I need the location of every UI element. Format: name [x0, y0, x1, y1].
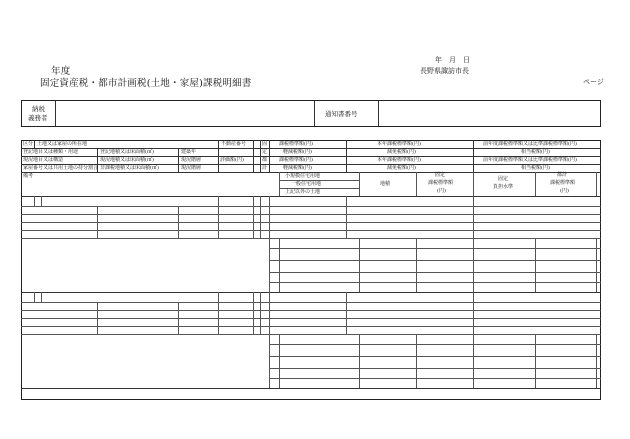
hdr-current-floor-2: 現況階層 [181, 165, 202, 171]
hdr-r4-c1: 軽減税額(円) [283, 165, 312, 171]
col-fixed-std-2: 課税標準額 [428, 180, 454, 186]
hdr-current-type: 現況地目又は構造 [23, 157, 64, 163]
detail-table [21, 140, 601, 400]
hdr-kubun-char-3: 都 [262, 157, 268, 163]
col-city-std-2: 課税標準額 [550, 180, 576, 186]
land-type-general-residential: 一般住宅用地 [291, 181, 322, 187]
col-area: 地積 [380, 181, 391, 187]
hdr-kubun: 区分 [23, 141, 34, 147]
hdr-reg-type: 登記地目又は種類・用途 [23, 149, 79, 155]
hdr-current-area: 現況地積又は床面積(㎡) [100, 157, 154, 163]
page-number-label: ページ [583, 78, 604, 86]
hdr-current-floor: 現況階層 [181, 157, 202, 163]
col-city-std-3: (円) [560, 188, 569, 194]
col-fixed-std-3: (円) [437, 188, 446, 194]
hdr-kubun-char-1: 固 [262, 141, 268, 147]
notice-number-label: 通知書番号 [325, 110, 358, 118]
hdr-r1-c2: 本年課税標準額(円) [377, 141, 421, 147]
page-title: 固定資産税・都市計画税(土地・家屋)課税明細書 [40, 78, 252, 89]
land-type-other: 上記以外の土地 [285, 189, 321, 195]
remarks-label: 備考 [23, 173, 34, 179]
issuer-name: 長野県諏訪市長 [420, 67, 469, 75]
hdr-r3-c1: 課税標準額(円) [279, 157, 313, 163]
col-fixed-burden-2: 負担水準 [493, 184, 514, 190]
taxpayer-box [21, 100, 601, 127]
hdr-built-year: 建築年 [181, 149, 197, 155]
hdr-r1-c3: 前年度課税標準額又は比準課税標準額(円) [483, 141, 577, 147]
hdr-r2-c1: 軽減税額(円) [283, 149, 312, 155]
hdr-r2-c3: 相当税額(円) [521, 149, 550, 155]
issue-date: 年 月 日 [435, 56, 470, 64]
hdr-r4-c3: 相当税額(円) [521, 165, 550, 171]
hdr-valuation: 評価額(円) [220, 157, 244, 163]
taxpayer-label-2: 義務者 [28, 114, 48, 122]
taxpayer-label-1: 納税 [32, 105, 45, 113]
hdr-kubun-char-4: 計 [262, 165, 268, 171]
land-type-small-residential: 小規模住宅用地 [285, 173, 321, 179]
hdr-r3-c2: 本年課税標準額(円) [377, 157, 421, 163]
hdr-location: 土地又は家屋の所在地 [37, 141, 88, 147]
hdr-nontax-area: 非課税地積又は床面積(㎡) [100, 165, 159, 171]
hdr-property-code: 不動産番号 [221, 141, 247, 147]
hdr-r3-c3: 前年度課税標準額又は比準課税標準額(円) [483, 157, 577, 163]
hdr-r1-c1: 課税標準額(円) [279, 141, 313, 147]
fiscal-year-label: 年度 [51, 66, 71, 77]
hdr-r4-c2: 減免税額(円) [387, 165, 416, 171]
hdr-house-no: 家屋番号又は共用土地の持分割合 [23, 165, 99, 171]
col-fixed-std-1: 固定 [435, 172, 446, 178]
hdr-r2-c2: 減免税額(円) [387, 149, 416, 155]
hdr-reg-area: 登記地積又は床面積(㎡) [100, 149, 154, 155]
col-fixed-burden-1: 固定 [498, 176, 509, 182]
hdr-kubun-char-2: 定 [262, 149, 268, 155]
col-city-std-1: 都計 [557, 172, 568, 178]
